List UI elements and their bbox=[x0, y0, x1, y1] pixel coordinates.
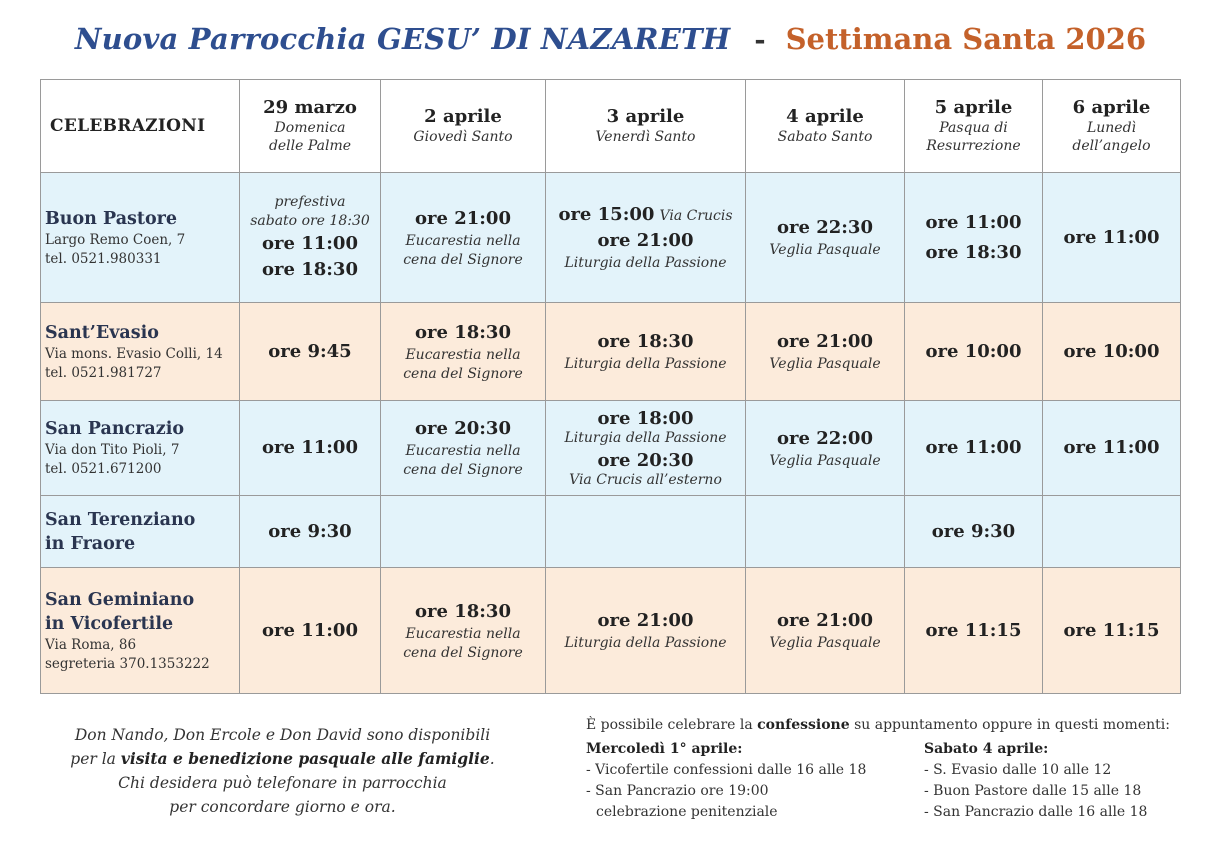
mass-time: ore 11:00 bbox=[925, 437, 1022, 458]
mass-time: ore 11:00 bbox=[925, 211, 1022, 233]
mass-time: ore 9:30 bbox=[931, 520, 1016, 542]
mass-note: cena del Signore bbox=[403, 644, 523, 661]
mass-note: Veglia Pasquale bbox=[769, 356, 881, 372]
mass-note: cena del Signore bbox=[403, 251, 523, 268]
church-address: Via Roma, 86 bbox=[45, 636, 137, 653]
mass-time: ore 11:00 bbox=[1063, 437, 1160, 458]
church-name: Sant’Evasio bbox=[45, 322, 159, 343]
mass-time: ore 11:15 bbox=[925, 619, 1022, 641]
schedule-cell bbox=[381, 568, 546, 694]
confession-day-wednesday bbox=[586, 739, 924, 823]
church-address: Via don Tito Pioli, 7 bbox=[45, 442, 180, 458]
church-name: San Geminiano bbox=[45, 589, 195, 610]
mass-time: ore 11:15 bbox=[1063, 619, 1160, 641]
mass-time: ore 18:30 bbox=[925, 241, 1022, 263]
header-day-3 bbox=[546, 80, 746, 173]
confession-intro bbox=[586, 713, 1186, 737]
header-subtitle: Resurrezione bbox=[926, 138, 1021, 154]
note-text: per la bbox=[70, 750, 121, 768]
schedule-cell bbox=[240, 568, 381, 694]
church-name: San Pancrazio bbox=[45, 419, 185, 439]
blessing-note bbox=[40, 723, 525, 819]
confession-item: - San Pancrazio dalle 16 alle 18 bbox=[924, 804, 1148, 820]
header-date: 6 aprile bbox=[1072, 97, 1151, 118]
header-day-6 bbox=[1043, 80, 1181, 173]
mass-note: Via Crucis bbox=[659, 208, 733, 224]
mass-time: ore 21:00 bbox=[415, 207, 511, 229]
mass-time: ore 11:00 bbox=[1063, 226, 1160, 248]
church-phone: tel. 0521.981727 bbox=[45, 364, 162, 381]
mass-note: Liturgia della Passione bbox=[564, 356, 727, 372]
schedule-cell-empty bbox=[746, 496, 905, 568]
church-phone: tel. 0521.671200 bbox=[45, 461, 162, 477]
row-sant-evasio bbox=[41, 303, 1181, 401]
header-subtitle: Giovedì Santo bbox=[413, 129, 513, 145]
schedule-cell bbox=[381, 303, 546, 401]
mass-note: Liturgia della Passione bbox=[564, 429, 727, 446]
mass-note: Veglia Pasquale bbox=[769, 242, 881, 258]
header-subtitle: Lunedì bbox=[1086, 120, 1137, 136]
header-day-5 bbox=[905, 80, 1043, 173]
schedule-cell bbox=[240, 496, 381, 568]
mass-time: ore 10:00 bbox=[1063, 340, 1160, 362]
schedule-cell bbox=[905, 401, 1043, 496]
mass-note: Liturgia della Passione bbox=[564, 255, 727, 271]
intro-emphasis: confessione bbox=[757, 717, 850, 733]
church-phone: tel. 0521.980331 bbox=[45, 250, 162, 267]
church-cell bbox=[41, 173, 240, 303]
mass-note: Eucarestia nella bbox=[405, 625, 521, 642]
mass-note: prefestiva bbox=[274, 193, 346, 210]
mass-note: Eucarestia nella bbox=[405, 232, 521, 249]
mass-time: ore 21:00 bbox=[597, 610, 694, 631]
confession-day-label: Mercoledì 1° aprile: bbox=[586, 741, 743, 757]
schedule-cell bbox=[746, 568, 905, 694]
mass-time: ore 21:00 bbox=[777, 610, 873, 631]
page-title bbox=[0, 22, 1221, 56]
schedule-cell bbox=[381, 401, 546, 496]
schedule-cell bbox=[1043, 568, 1181, 694]
confession-item: celebrazione penitenziale bbox=[596, 804, 778, 820]
mass-time: ore 11:00 bbox=[262, 232, 358, 254]
header-day-2 bbox=[381, 80, 546, 173]
row-san-terenziano bbox=[41, 496, 1181, 568]
mass-time: ore 11:00 bbox=[262, 619, 358, 641]
confession-item: - Buon Pastore dalle 15 alle 18 bbox=[924, 783, 1142, 799]
header-celebrazioni: CELEBRAZIONI bbox=[41, 80, 240, 173]
schedule-cell bbox=[746, 173, 905, 303]
note-text: . bbox=[489, 750, 495, 768]
schedule-cell bbox=[381, 173, 546, 303]
note-line: Don Nando, Don Ercole e Don David sono disponibili bbox=[74, 726, 491, 744]
header-subtitle: delle Palme bbox=[268, 138, 352, 154]
confession-item: - San Pancrazio ore 19:00 bbox=[586, 783, 769, 799]
schedule-cell bbox=[240, 303, 381, 401]
mass-time: ore 20:30 bbox=[597, 449, 694, 471]
header-date: 3 aprile bbox=[606, 106, 685, 127]
schedule-table bbox=[40, 79, 1181, 694]
mass-time: ore 20:30 bbox=[415, 418, 511, 439]
mass-time: ore 21:00 bbox=[597, 230, 694, 251]
schedule-cell bbox=[1043, 303, 1181, 401]
church-address: Via mons. Evasio Colli, 14 bbox=[45, 345, 223, 362]
schedule-cell-empty bbox=[381, 496, 546, 568]
schedule-cell bbox=[240, 173, 381, 303]
schedule-cell-empty bbox=[546, 496, 746, 568]
schedule-cell-empty bbox=[1043, 496, 1181, 568]
note-line: Chi desidera può telefonare in parrocchia bbox=[118, 774, 447, 792]
note-line: per concordare giorno e ora. bbox=[169, 798, 396, 816]
mass-time: ore 22:30 bbox=[777, 217, 873, 238]
header-date: 4 aprile bbox=[786, 106, 864, 127]
mass-note: Eucarestia nella bbox=[405, 443, 521, 459]
schedule-cell bbox=[546, 303, 746, 401]
confession-item: - S. Evasio dalle 10 alle 12 bbox=[924, 762, 1112, 778]
mass-time: ore 10:00 bbox=[925, 340, 1022, 362]
intro-text: È possibile celebrare la bbox=[586, 717, 758, 733]
header-row bbox=[41, 80, 1181, 173]
confession-day-saturday bbox=[924, 739, 1186, 823]
schedule-cell bbox=[905, 496, 1043, 568]
schedule-cell bbox=[1043, 173, 1181, 303]
intro-text: su appuntamento oppure in questi momenti: bbox=[849, 717, 1170, 733]
mass-note: Via Crucis all’esterno bbox=[569, 471, 722, 488]
schedule-cell bbox=[546, 568, 746, 694]
confession-item: - Vicofertile confessioni dalle 16 alle 18 bbox=[586, 762, 867, 778]
header-subtitle: dell’angelo bbox=[1072, 138, 1151, 154]
title-parish: Nuova Parrocchia GESU’ DI NAZARETH bbox=[74, 22, 731, 56]
mass-time: ore 18:30 bbox=[262, 258, 358, 280]
schedule-cell bbox=[546, 173, 746, 303]
church-cell bbox=[41, 303, 240, 401]
header-date: 5 aprile bbox=[934, 97, 1013, 118]
church-name: San Terenziano bbox=[45, 509, 196, 530]
schedule-cell bbox=[905, 568, 1043, 694]
church-cell bbox=[41, 568, 240, 694]
header-subtitle: Pasqua di bbox=[939, 120, 1008, 136]
mass-note: Veglia Pasquale bbox=[769, 635, 881, 651]
mass-time: ore 15:00 bbox=[558, 204, 655, 225]
church-cell bbox=[41, 496, 240, 568]
mass-note: Liturgia della Passione bbox=[564, 635, 727, 651]
title-week: Settimana Santa 2026 bbox=[785, 22, 1147, 56]
row-san-pancrazio bbox=[41, 401, 1181, 496]
header-day-1 bbox=[240, 80, 381, 173]
church-phone: segreteria 370.1353222 bbox=[45, 655, 210, 672]
mass-time: ore 18:30 bbox=[415, 321, 511, 343]
mass-note: cena del Signore bbox=[403, 462, 523, 478]
confession-day-label: Sabato 4 aprile: bbox=[924, 741, 1049, 757]
row-buon-pastore bbox=[41, 173, 1181, 303]
mass-time: ore 18:30 bbox=[597, 331, 694, 352]
schedule-cell bbox=[1043, 401, 1181, 496]
schedule-cell bbox=[905, 303, 1043, 401]
church-name: Buon Pastore bbox=[45, 208, 177, 229]
mass-note: Eucarestia nella bbox=[405, 346, 521, 363]
mass-note: Veglia Pasquale bbox=[769, 452, 881, 469]
schedule-cell bbox=[546, 401, 746, 496]
mass-time: ore 9:45 bbox=[268, 340, 352, 362]
header-subtitle: Venerdì Santo bbox=[595, 129, 696, 145]
note-line bbox=[40, 747, 525, 771]
confession-columns bbox=[586, 739, 1186, 823]
schedule-cell bbox=[905, 173, 1043, 303]
church-name: in Fraore bbox=[45, 533, 136, 554]
title-separator: - bbox=[754, 25, 766, 56]
mass-note: sabato ore 18:30 bbox=[250, 212, 370, 229]
row-san-geminiano bbox=[41, 568, 1181, 694]
mass-time: ore 18:00 bbox=[597, 407, 694, 429]
church-name: in Vicofertile bbox=[45, 613, 174, 634]
schedule-cell bbox=[746, 303, 905, 401]
mass-time: ore 22:00 bbox=[777, 427, 873, 449]
header-subtitle: Sabato Santo bbox=[777, 129, 873, 145]
header-date: 29 marzo bbox=[263, 97, 357, 118]
mass-note: cena del Signore bbox=[403, 365, 523, 382]
mass-time: ore 21:00 bbox=[777, 331, 873, 352]
church-cell bbox=[41, 401, 240, 496]
church-address: Largo Remo Coen, 7 bbox=[45, 231, 186, 248]
header-day-4 bbox=[746, 80, 905, 173]
schedule-cell bbox=[746, 401, 905, 496]
confession-note bbox=[586, 713, 1186, 823]
note-emphasis: visita e benedizione pasquale alle famiglie bbox=[120, 749, 490, 768]
header-date: 2 aprile bbox=[424, 106, 502, 127]
mass-time: ore 11:00 bbox=[262, 437, 358, 458]
schedule-cell bbox=[240, 401, 381, 496]
header-subtitle: Domenica bbox=[274, 120, 346, 136]
mass-time: ore 9:30 bbox=[268, 520, 352, 542]
mass-time: ore 18:30 bbox=[415, 600, 511, 622]
